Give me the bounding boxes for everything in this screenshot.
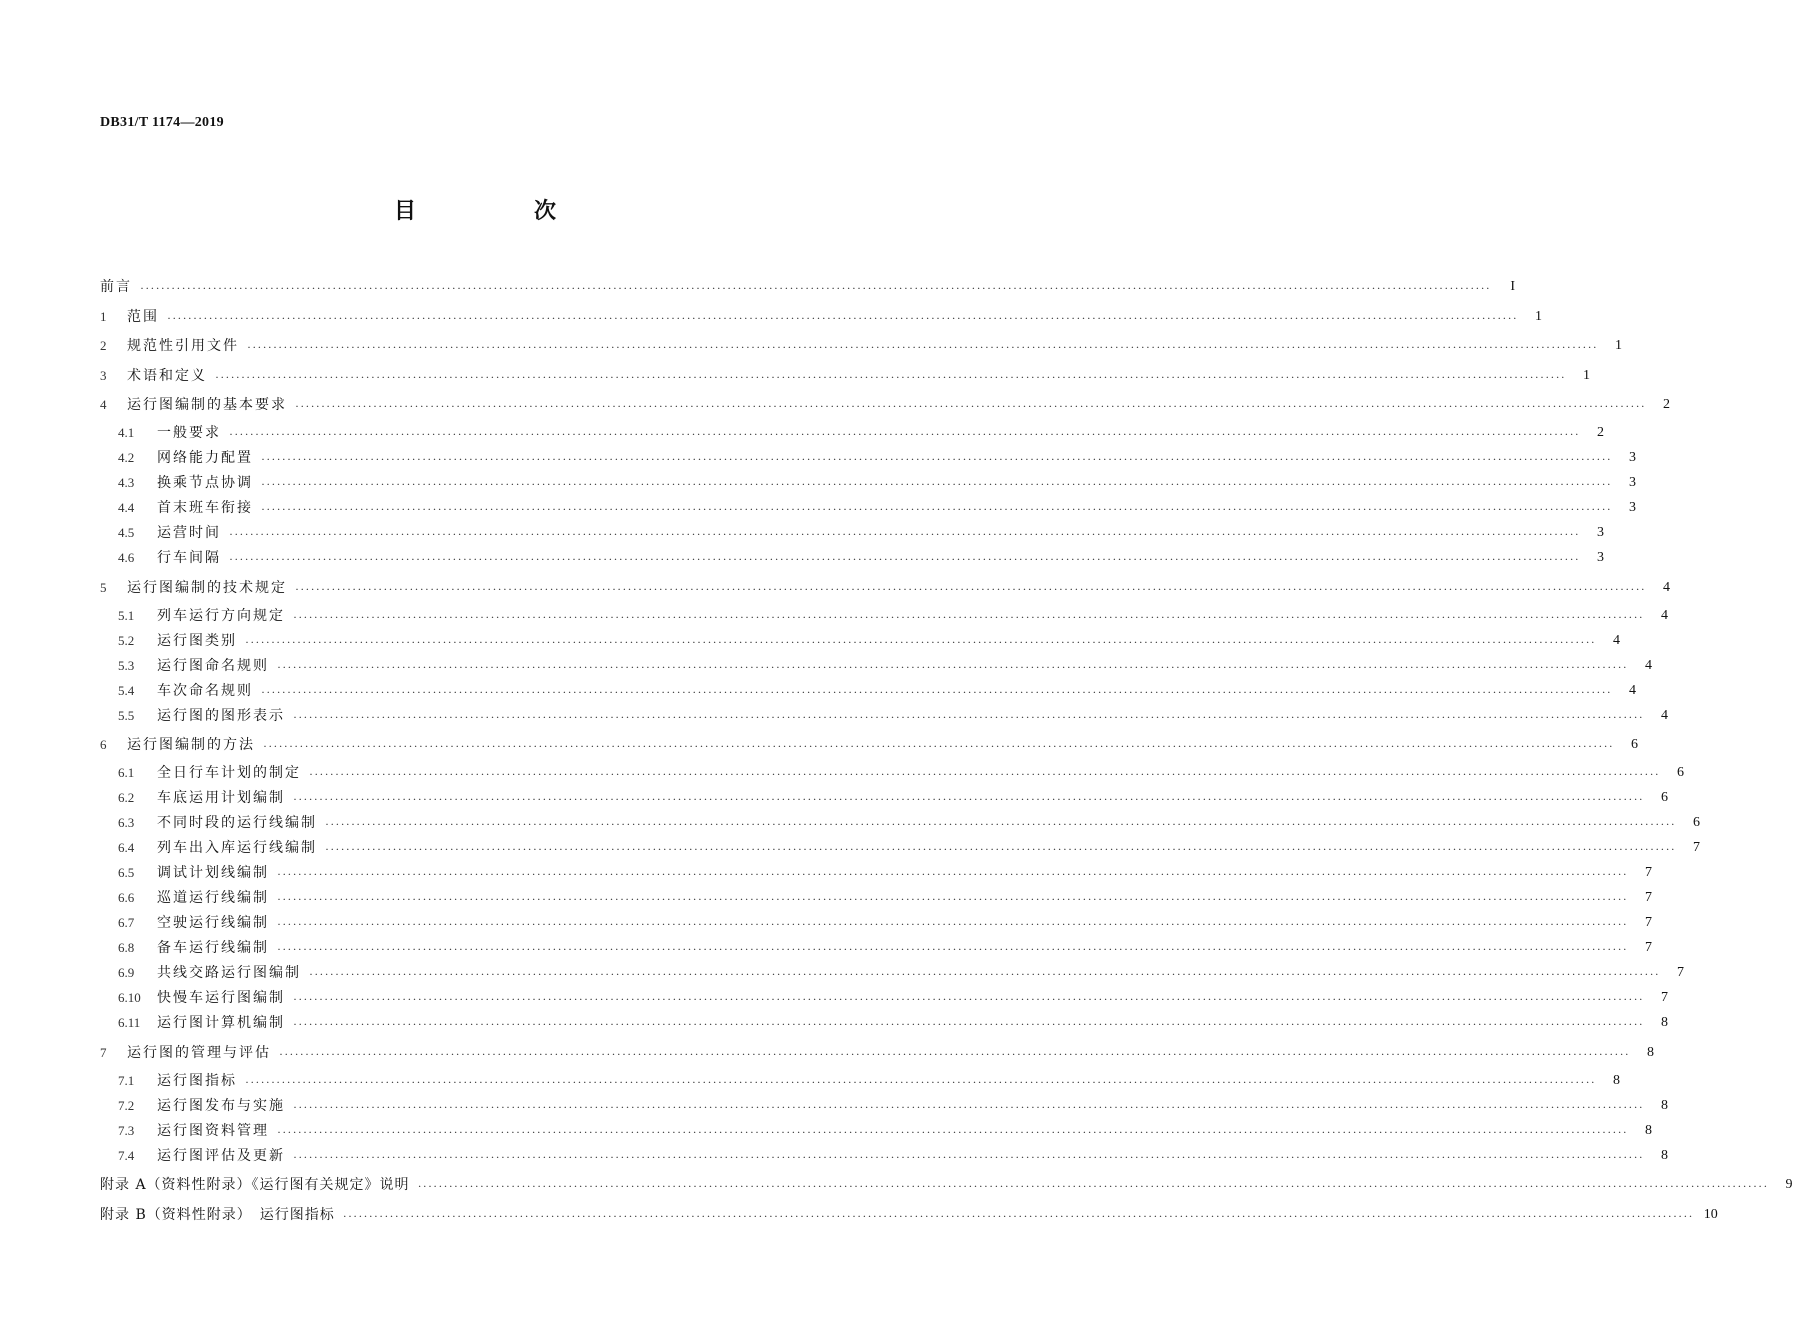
toc-entry-number: 6.6 [118, 890, 135, 905]
toc-entry-number: 4.3 [118, 475, 135, 490]
toc-entry-label: 首末班车衔接 [157, 500, 253, 516]
toc-leader-dots: ···································································································································································································································································· [293, 992, 1644, 1006]
toc-leader-dots: ···································································································································································································································································· [342, 1208, 1694, 1223]
toc-entry-number: 7 [100, 1044, 107, 1060]
toc-entry-page: 7 [1644, 940, 1652, 955]
toc-entry-page: 6 [1692, 815, 1700, 830]
standard-code: DB31/T 1174—2019 [100, 115, 224, 130]
toc-entry-label: 运行图编制的基本要求 [127, 397, 287, 413]
toc-entry[interactable] [100, 493, 1636, 517]
toc-entry-page: 7 [1676, 965, 1684, 980]
toc-leader-dots: ···································································································································································································································································· [277, 917, 1628, 931]
toc-entry-label: 术语和定义 [127, 367, 207, 384]
toc-entry[interactable] [100, 1200, 1718, 1224]
toc-entry-page: 8 [1646, 1044, 1654, 1060]
toc-leader-dots: ···································································································································································································································································· [263, 739, 1614, 753]
toc-leader-dots: ···································································································································································································································································· [277, 867, 1628, 881]
toc-leader-dots: ···································································································································································································································································· [293, 609, 1644, 624]
toc-entry[interactable] [100, 1170, 1793, 1194]
toc-entry-page: 4 [1662, 579, 1670, 595]
toc-leader-dots: ···································································································································································································································································· [245, 634, 1596, 649]
toc-entry[interactable] [100, 783, 1668, 807]
toc-entry[interactable] [100, 651, 1652, 675]
toc-leader-dots: ···································································································································································································································································· [279, 1046, 1630, 1061]
toc-entry-number: 6.5 [118, 865, 135, 880]
toc-entry-page: 2 [1596, 425, 1604, 440]
toc-entry-label: 附录 B（资料性附录） 运行图指标 [100, 1206, 335, 1223]
toc-entry-page: 4 [1660, 707, 1668, 723]
toc-entry[interactable] [100, 858, 1652, 882]
toc-entry[interactable] [100, 808, 1700, 832]
toc-leader-dots: ···································································································································································································································································· [277, 1124, 1628, 1139]
toc-entry-label: 列车出入库运行线编制 [157, 840, 317, 856]
toc-entry-number: 3 [100, 367, 107, 383]
toc-entry[interactable] [100, 730, 1638, 754]
toc-entry-label: 运营时间 [157, 525, 221, 541]
toc-entry-label: 运行图类别 [157, 632, 237, 649]
toc-entry-label: 运行图发布与实施 [157, 1097, 285, 1114]
toc-entry[interactable] [100, 933, 1652, 957]
toc-entry-page: I [1510, 279, 1515, 294]
toc-entry-page: 4 [1644, 657, 1652, 673]
toc-entry[interactable] [100, 1038, 1654, 1062]
toc-leader-dots: ···································································································································································································································································· [277, 942, 1628, 956]
toc-entry-page: 3 [1596, 550, 1604, 565]
toc-leader-dots: ···································································································································································································································································· [309, 967, 1660, 981]
toc-entry-number: 4.5 [118, 525, 135, 540]
toc-entry-label: 空驶运行线编制 [157, 915, 269, 931]
toc-entry[interactable] [100, 468, 1636, 492]
toc-leader-dots: ···································································································································································································································································· [261, 502, 1612, 516]
toc-leader-dots: ···································································································································································································································································· [293, 709, 1644, 724]
toc-entry-number: 5.2 [118, 632, 135, 648]
toc-leader-dots: ···································································································································································································································································· [247, 340, 1598, 354]
toc-leader-dots: ···································································································································································································································································· [325, 842, 1676, 856]
toc-leader-dots: ···································································································································································································································································· [215, 369, 1566, 384]
toc-entry-page: 1 [1582, 367, 1590, 383]
toc-leader-dots: ···································································································································································································································································· [295, 581, 1646, 596]
toc-entry-label: 运行图指标 [157, 1072, 237, 1089]
toc-entry-label: 运行图的管理与评估 [127, 1044, 271, 1061]
toc-entry-number: 4.2 [118, 450, 135, 465]
toc-entry-page: 10 [1703, 1206, 1718, 1222]
toc-entry-page: 1 [1614, 338, 1622, 353]
toc-entry[interactable] [100, 543, 1604, 567]
toc-leader-dots: ···································································································································································································································································· [309, 767, 1660, 781]
toc-entry[interactable] [100, 883, 1652, 907]
toc-entry-page: 8 [1612, 1072, 1620, 1088]
toc-entry-page: 7 [1644, 915, 1652, 930]
toc-leader-dots: ···································································································································································································································································· [295, 399, 1646, 413]
toc-entry-number: 4.1 [118, 425, 135, 440]
toc-entry-label: 运行图的图形表示 [157, 707, 285, 724]
toc-leader-dots: ···································································································································································································································································· [277, 659, 1628, 674]
toc-entry-label: 共线交路运行图编制 [157, 965, 301, 981]
toc-entry-number: 6.10 [118, 990, 141, 1005]
toc-entry-number: 2 [100, 338, 107, 353]
toc-entry-number: 6.8 [118, 940, 135, 955]
toc-entry-label: 一般要求 [157, 425, 221, 441]
toc-entry-number: 5.5 [118, 707, 135, 723]
toc-entry-label: 前言 [100, 279, 132, 295]
toc-entry-page: 6 [1630, 737, 1638, 752]
toc-entry-label: 规范性引用文件 [127, 338, 239, 354]
toc-entry-label: 车底运用计划编制 [157, 790, 285, 806]
toc-entry-label: 换乘节点协调 [157, 475, 253, 491]
toc-entry-label: 列车运行方向规定 [157, 607, 285, 624]
toc-entry[interactable] [100, 908, 1652, 932]
toc-entry[interactable] [100, 302, 1542, 326]
toc-entry-number: 1 [100, 308, 107, 324]
toc-entry-label: 运行图计算机编制 [157, 1015, 285, 1031]
toc-entry-label: 快慢车运行图编制 [157, 990, 285, 1006]
toc-entry-page: 2 [1662, 397, 1670, 412]
toc-leader-dots: ···································································································································································································································································· [167, 310, 1518, 325]
toc-entry-number: 4.4 [118, 500, 135, 515]
toc-entry[interactable] [100, 331, 1622, 355]
toc-entry-page: 8 [1660, 1015, 1668, 1030]
toc-entry-page: 7 [1644, 890, 1652, 905]
toc-leader-dots: ···································································································································································································································································· [293, 1099, 1644, 1114]
toc-leader-dots: ···································································································································································································································································· [293, 1149, 1644, 1164]
toc-entry-page: 1 [1534, 308, 1542, 324]
toc-entry-number: 7.2 [118, 1097, 135, 1113]
toc-entry[interactable] [100, 518, 1604, 542]
toc-leader-dots: ···································································································································································································································································· [261, 684, 1612, 699]
toc-entry-page: 4 [1660, 607, 1668, 623]
toc-entry-number: 7.4 [118, 1147, 135, 1163]
toc-entry-page: 7 [1660, 990, 1668, 1005]
toc-entry-label: 全日行车计划的制定 [157, 765, 301, 781]
toc-entry-number: 7.1 [118, 1072, 135, 1088]
toc-entry-number: 5.3 [118, 657, 135, 673]
toc-entry-number: 4.6 [118, 550, 135, 565]
toc-leader-dots: ···································································································································································································································································· [293, 1017, 1644, 1031]
toc-entry[interactable] [100, 758, 1684, 782]
toc-leader-dots: ···································································································································································································································································· [261, 452, 1612, 466]
toc-entry-number: 6.1 [118, 765, 135, 780]
toc-entry-label: 行车间隔 [157, 550, 221, 566]
toc-entry[interactable] [100, 676, 1636, 700]
toc-entry-label: 运行图评估及更新 [157, 1147, 285, 1164]
toc-entry-number: 5.1 [118, 607, 135, 623]
toc-leader-dots: ···································································································································································································································································· [417, 1179, 1769, 1193]
toc-entry-page: 4 [1612, 632, 1620, 648]
toc-leader-dots: ···································································································································································································································································· [277, 892, 1628, 906]
toc-entry-label: 运行图编制的方法 [127, 737, 255, 753]
toc-entry-label: 不同时段的运行线编制 [157, 815, 317, 831]
toc-entry[interactable] [100, 983, 1668, 1007]
toc-leader-dots: ···································································································································································································································································· [229, 552, 1580, 566]
toc-entry-label: 附录 A（资料性附录）《运行图有关规定》说明 [100, 1177, 410, 1193]
toc-entry-label: 运行图编制的技术规定 [127, 579, 287, 596]
toc-entry-number: 6 [100, 737, 107, 752]
toc-leader-dots: ···································································································································································································································································· [229, 427, 1580, 441]
toc-leader-dots: ···································································································································································································································································· [261, 477, 1612, 491]
toc-entry[interactable] [100, 833, 1700, 857]
toc-entry-number: 6.3 [118, 815, 135, 830]
toc-entry[interactable] [100, 1141, 1668, 1165]
toc-entry-number: 6.11 [118, 1015, 141, 1030]
toc-entry[interactable] [100, 701, 1668, 725]
toc-entry-label: 调试计划线编制 [157, 865, 269, 881]
toc-entry[interactable] [100, 272, 1515, 296]
toc-entry-label: 备车运行线编制 [157, 940, 269, 956]
toc-entry[interactable] [100, 601, 1668, 625]
toc-entry-page: 3 [1596, 525, 1604, 540]
toc-entry-number: 6.4 [118, 840, 135, 855]
toc-entry[interactable] [100, 573, 1670, 597]
toc-entry[interactable] [100, 418, 1604, 442]
toc-entry-label: 巡道运行线编制 [157, 890, 269, 906]
toc-entry-label: 运行图资料管理 [157, 1122, 269, 1139]
toc-entry-page: 3 [1628, 500, 1636, 515]
toc-entry-page: 4 [1628, 682, 1636, 698]
toc-leader-dots: ···································································································································································································································································· [325, 817, 1676, 831]
toc-entry[interactable] [100, 1091, 1668, 1115]
toc-entry-page: 8 [1660, 1147, 1668, 1163]
toc-entry[interactable] [100, 390, 1670, 414]
toc-entry-number: 5.4 [118, 682, 135, 698]
toc-entry-label: 车次命名规则 [157, 682, 253, 699]
toc-entry[interactable] [100, 1066, 1620, 1090]
toc-entry-label: 范围 [127, 308, 159, 325]
page-title: 目 次 [393, 199, 604, 224]
toc-entry[interactable] [100, 958, 1684, 982]
toc-entry-page: 7 [1644, 865, 1652, 880]
toc-entry[interactable] [100, 626, 1620, 650]
toc-entry-page: 3 [1628, 450, 1636, 465]
toc-entry-page: 9 [1785, 1177, 1793, 1192]
toc-entry[interactable] [100, 443, 1636, 467]
toc-entry-number: 5 [100, 579, 107, 595]
toc-entry-number: 7.3 [118, 1122, 135, 1138]
toc-entry[interactable] [100, 1116, 1652, 1140]
toc-entry-page: 6 [1660, 790, 1668, 805]
toc-entry-number: 6.7 [118, 915, 135, 930]
toc-leader-dots: ···································································································································································································································································· [229, 527, 1580, 541]
toc-entry[interactable] [100, 361, 1590, 385]
toc-entry-label: 网络能力配置 [157, 450, 253, 466]
toc-entry-page: 3 [1628, 475, 1636, 490]
toc-entry-page: 7 [1692, 840, 1700, 855]
toc-entry-label: 运行图命名规则 [157, 657, 269, 674]
toc-leader-dots: ···································································································································································································································································· [293, 792, 1644, 806]
toc-entry[interactable] [100, 1008, 1668, 1032]
toc-entry-page: 8 [1660, 1097, 1668, 1113]
toc-entry-number: 6.9 [118, 965, 135, 980]
toc-leader-dots: ···································································································································································································································································· [245, 1074, 1596, 1089]
toc-entry-page: 6 [1676, 765, 1684, 780]
toc-entry-number: 6.2 [118, 790, 135, 805]
toc-entry-page: 8 [1644, 1122, 1652, 1138]
toc-entry-number: 4 [100, 397, 107, 412]
toc-leader-dots: ···································································································································································································································································· [140, 281, 1491, 295]
